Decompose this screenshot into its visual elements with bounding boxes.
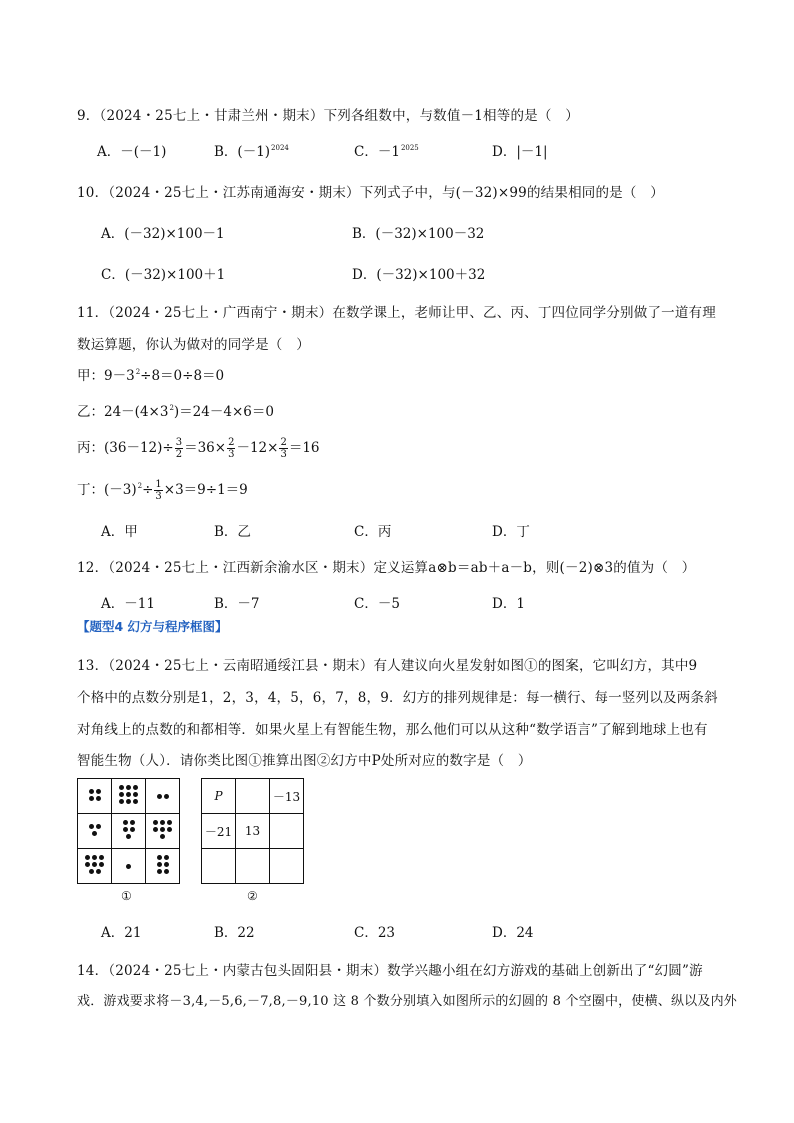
magic-square-numbers — [201, 778, 304, 884]
dot-cell — [78, 849, 112, 884]
grid-cell: －13 — [270, 779, 304, 814]
dot — [92, 831, 97, 836]
q9-option-c: C．$-1^{2025}$ — [354, 144, 419, 160]
grid-cell: －21 — [202, 814, 236, 849]
grid-cell — [270, 849, 304, 884]
dot — [167, 827, 172, 832]
q12-option-d: D．1 — [492, 596, 525, 612]
grid-cell — [236, 779, 270, 814]
dot — [133, 792, 138, 797]
dot — [92, 862, 97, 867]
dot — [153, 820, 158, 825]
q13-option-d: D．24 — [492, 925, 534, 941]
q13-option-a: A．21 — [101, 925, 142, 941]
dot — [130, 827, 135, 832]
q11-ding: 丁：$(-3)^2\div$ $\frac{1}{3}$ ×3＝9÷1＝9 — [77, 479, 248, 502]
figure-caption-1: ① — [121, 889, 132, 903]
q12-stem: 12．（2024・25七上・江西新余渝水区・期末）定义运算a⊗b＝ab＋a－b，则(－2)⊗3的值为（ ） — [77, 560, 696, 576]
dot — [96, 789, 101, 794]
q12-option-c: C．－5 — [354, 596, 400, 612]
dot-group — [122, 819, 136, 840]
q12-option-a: A．－11 — [101, 596, 155, 612]
dot — [160, 834, 165, 839]
q10-option-c: C．(－32)×100＋1 — [101, 267, 226, 283]
q13-option-b: B．22 — [214, 925, 255, 941]
q13-line3: 对角线上的点数的和都相等．如果火星上有智能生物，那么他们可以从这种“数学语言”了解到地球上也有 — [77, 722, 708, 738]
dot — [126, 792, 131, 797]
dot — [126, 799, 131, 804]
dot-cell — [146, 814, 180, 849]
q9-option-a: A．－(－1) — [97, 144, 167, 160]
q11-option-b: B．乙 — [214, 524, 251, 540]
dot — [164, 855, 169, 860]
figure-caption-2: ② — [247, 889, 258, 903]
grid-cell — [202, 849, 236, 884]
dot-group — [88, 788, 102, 802]
dot — [119, 799, 124, 804]
q9-option-b: B．$(-1)^{2024}$ — [214, 144, 289, 160]
grid-cell — [270, 814, 304, 849]
grid-cell: P — [202, 779, 236, 814]
magic-square-dots — [77, 778, 180, 884]
q9-option-d: D．|－1| — [492, 144, 548, 160]
q13-line1: 13．（2024・25七上・云南昭通绥江县・期末）有人建议向火星发射如图①的图案，它叫幻方，其中9 — [77, 658, 698, 674]
q11-option-a: A．甲 — [101, 524, 138, 540]
dot — [96, 869, 101, 874]
q12-option-b: B．－7 — [214, 596, 260, 612]
dot — [123, 827, 128, 832]
dot-cell — [146, 779, 180, 814]
dot — [89, 869, 94, 874]
dot-group — [84, 854, 105, 875]
dot-cell — [78, 814, 112, 849]
dot-group — [118, 784, 139, 805]
dot — [164, 869, 169, 874]
dot — [99, 862, 104, 867]
fraction: $\frac{2}{3}$ — [280, 437, 287, 460]
dot — [133, 785, 138, 790]
dot — [96, 824, 101, 829]
dot — [153, 827, 158, 832]
dot — [157, 869, 162, 874]
dot — [126, 785, 131, 790]
dot-group — [156, 854, 170, 875]
dot — [92, 855, 97, 860]
dot — [126, 834, 131, 839]
q10-option-d: D．(－32)×100＋32 — [352, 267, 486, 283]
dot — [123, 820, 128, 825]
dot — [119, 792, 124, 797]
fraction: $\frac{2}{3}$ — [228, 437, 235, 460]
q13-line4: 智能生物（人）．请你类比图①推算出图②幻方中P处所对应的数字是（ ） — [77, 753, 532, 769]
q13-line2: 个格中的点数分别是1，2，3，4，5，6，7，8，9．幻方的排列规律是：每一横行、每一竖列以及两条斜 — [77, 690, 718, 706]
dot-group — [88, 823, 102, 837]
dot — [96, 796, 101, 801]
dot — [119, 785, 124, 790]
q11-option-c: C．丙 — [354, 524, 392, 540]
dot — [157, 794, 162, 799]
section-title: 【题型4 幻方与程序框图】 — [77, 619, 228, 634]
dot — [157, 855, 162, 860]
dot-group — [125, 863, 132, 870]
fraction: $\frac{1}{3}$ — [155, 479, 162, 502]
q11-yi: 乙：$24-(4\times 3^2)=24-4\times 6=0$ — [77, 404, 274, 420]
dot — [89, 796, 94, 801]
dot-group — [152, 819, 173, 840]
q13-option-c: C．23 — [354, 925, 396, 941]
dot — [85, 855, 90, 860]
q10-stem: 10．（2024・25七上・江苏南通海安・期末）下列式子中，与(－32)×99的结果相同的是（ ） — [77, 185, 664, 201]
dot — [160, 820, 165, 825]
q11-stem-line1: 11．（2024・25七上・广西南宁・期末）在数学课上，老师让甲、乙、丙、丁四位同学分别做了一道有理 — [77, 305, 716, 321]
q10-option-a: A．(－32)×100－1 — [101, 226, 225, 242]
q14-line2: 戏．游戏要求将－3,4,－5,6,－7,8,－9,10 这 8 个数分别填入如图所示的幻圆的 8 个空圈中，使横、纵以及内外 — [77, 994, 737, 1009]
dot — [99, 855, 104, 860]
dot-cell — [112, 814, 146, 849]
dot — [85, 862, 90, 867]
dot-cell — [146, 849, 180, 884]
dot — [164, 794, 169, 799]
grid-cell: 13 — [236, 814, 270, 849]
q11-stem-line2: 数运算题，你认为做对的同学是（ ） — [77, 337, 310, 353]
dot-cell — [112, 779, 146, 814]
q10-option-b: B．(－32)×100－32 — [352, 226, 485, 242]
q9-stem: 9．（2024・25七上・甘肃兰州・期末）下列各组数中，与数值－1相等的是（ ） — [77, 108, 579, 124]
q11-jia: 甲：$9-3^2\div 8=0\div 8=0$ — [77, 368, 225, 384]
dot — [160, 827, 165, 832]
dot — [133, 799, 138, 804]
dot — [157, 862, 162, 867]
q11-bing: 丙：(36－12)÷ $\frac{3}{2}$ ＝36× $\frac{2}{3}$ －12× $\frac{2}{3}$ ＝16 — [77, 437, 320, 460]
q14-line1: 14．（2024・25七上・内蒙古包头固阳县・期末）数学兴趣小组在幻方游戏的基础上创新出了“幻圆”游 — [77, 963, 703, 979]
dot — [89, 824, 94, 829]
dot — [130, 820, 135, 825]
grid-cell — [236, 849, 270, 884]
fraction: $\frac{3}{2}$ — [175, 437, 183, 460]
dot — [167, 820, 172, 825]
dot — [164, 862, 169, 867]
dot — [89, 789, 94, 794]
q11-option-d: D．丁 — [492, 524, 530, 540]
dot — [126, 864, 131, 869]
dot-group — [156, 793, 170, 800]
dot-cell — [78, 779, 112, 814]
dot-cell — [112, 849, 146, 884]
